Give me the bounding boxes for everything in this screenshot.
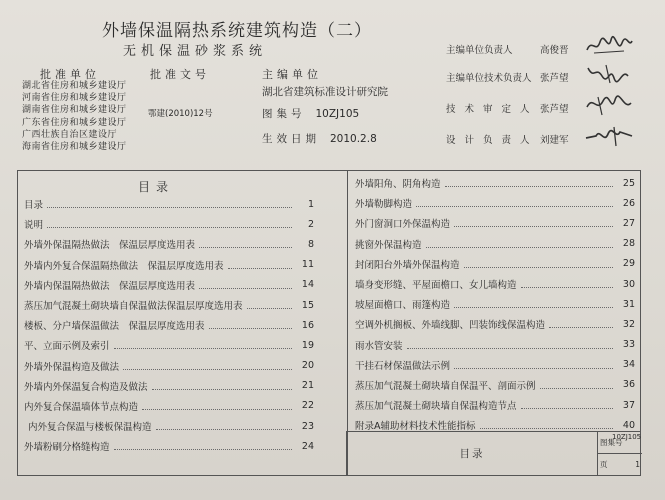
responsible-name: 张芦望 bbox=[540, 73, 569, 84]
atlas-number-value: 10ZJ105 bbox=[315, 108, 360, 120]
toc-entry-title: 蒸压加气混凝土砌块墙自保温构造节点 bbox=[355, 401, 517, 413]
toc-leader-dots bbox=[228, 267, 292, 269]
toc-entry[interactable] bbox=[24, 214, 314, 234]
toc-leader-dots bbox=[47, 206, 292, 208]
toc-entry-page: 26 bbox=[622, 197, 635, 209]
toc-entry-title: 蒸压加气混凝土砌块墙自保温做法保温层厚度选用表 bbox=[24, 301, 243, 313]
atlas-number-label: 图集号 bbox=[262, 108, 306, 120]
toc-entry[interactable] bbox=[24, 234, 314, 254]
toc-entry[interactable] bbox=[24, 396, 314, 416]
toc-entry-title: 雨水管安装 bbox=[355, 340, 403, 352]
toc-column-divider bbox=[347, 171, 348, 475]
toc-entry-page: 25 bbox=[622, 177, 635, 189]
toc-leader-dots bbox=[407, 347, 613, 349]
toc-entry-page: 11 bbox=[301, 259, 314, 271]
responsible-row bbox=[446, 128, 661, 148]
toc-entry-page: 1 bbox=[307, 198, 314, 210]
toc-leader-dots bbox=[209, 327, 292, 329]
toc-entry[interactable] bbox=[355, 294, 635, 314]
toc-leader-dots bbox=[445, 185, 613, 187]
toc-entry-page: 2 bbox=[307, 218, 314, 230]
chief-editor-heading: 主编单位 bbox=[262, 68, 322, 81]
toc-entry[interactable] bbox=[24, 436, 314, 456]
toc-entry-page: 31 bbox=[622, 298, 635, 310]
title-block-name: 目录 bbox=[459, 448, 485, 460]
toc-entry-page: 24 bbox=[301, 440, 314, 452]
toc-entry-title: 外墙内外复合保温隔热做法 保温层厚度选用表 bbox=[24, 260, 224, 272]
toc-entry[interactable] bbox=[355, 395, 635, 415]
approval-unit: 广东省住房和城乡建设厅 bbox=[22, 117, 127, 128]
toc-leader-dots bbox=[454, 367, 613, 369]
toc-entry-title: 外门窗洞口外保温构造 bbox=[355, 219, 451, 231]
toc-entry-title: 附录A辅助材料技术性能指标 bbox=[355, 421, 476, 433]
toc-entry-page: 32 bbox=[622, 318, 635, 330]
toc-entry-title: 干挂石材保温做法示例 bbox=[355, 360, 451, 372]
approval-unit: 河南省住房和城乡建设厅 bbox=[22, 93, 127, 104]
toc-leader-dots bbox=[521, 407, 613, 409]
approval-units-list bbox=[22, 80, 127, 153]
effective-date-row bbox=[262, 131, 377, 146]
toc-entry-page: 19 bbox=[301, 339, 314, 351]
toc-left-column bbox=[24, 194, 314, 456]
title-block-page-cell bbox=[598, 454, 642, 476]
main-title: 外墙保温隔热系统建筑构造（二） bbox=[102, 21, 372, 41]
toc-entry-page: 27 bbox=[622, 217, 635, 229]
toc-leader-dots bbox=[416, 205, 613, 207]
toc-entry[interactable] bbox=[24, 416, 314, 436]
toc-entry-title: 内外复合保温墙体节点构造 bbox=[24, 401, 139, 413]
toc-leader-dots bbox=[480, 427, 614, 429]
chief-editor-unit: 湖北省建筑标准设计研究院 bbox=[262, 86, 388, 98]
responsible-name: 高俊晋 bbox=[540, 45, 569, 56]
sub-title: 无机保温砂浆系统 bbox=[123, 44, 268, 59]
toc-entry-page: 28 bbox=[622, 238, 635, 250]
title-block bbox=[346, 431, 641, 476]
toc-entry-title: 外墙阳角、阴角构造 bbox=[355, 179, 441, 191]
toc-leader-dots bbox=[152, 388, 292, 390]
toc-entry-page: 16 bbox=[301, 319, 314, 331]
approval-unit: 广西壮族自治区建设厅 bbox=[22, 129, 118, 140]
toc-entry[interactable] bbox=[24, 356, 314, 376]
toc-entry-page: 34 bbox=[622, 359, 635, 371]
toc-entry[interactable] bbox=[355, 355, 635, 375]
toc-entry-page: 23 bbox=[301, 420, 314, 432]
toc-entry[interactable] bbox=[24, 255, 314, 275]
toc-entry-title: 封闭阳台外墙外保温构造 bbox=[355, 259, 460, 271]
title-block-atlas-label: 图集号 bbox=[600, 437, 623, 447]
toc-entry-page: 30 bbox=[622, 278, 635, 290]
toc-entry[interactable] bbox=[355, 213, 635, 233]
toc-entry-title: 说明 bbox=[24, 220, 44, 232]
toc-leader-dots bbox=[426, 246, 613, 248]
toc-entry[interactable] bbox=[24, 315, 314, 335]
toc-heading: 目录 bbox=[138, 180, 175, 194]
approval-unit: 湖北省住房和城乡建设厅 bbox=[22, 81, 127, 91]
toc-leader-dots bbox=[114, 347, 292, 349]
toc-entry-page: 40 bbox=[622, 419, 635, 431]
toc-entry-title: 外墙内外保温复合构造及做法 bbox=[24, 381, 148, 393]
toc-entry-title: 外墙粉刷分格缝构造 bbox=[24, 442, 110, 454]
toc-entry-title: 平、立面示例及索引 bbox=[24, 341, 110, 353]
approval-doc-number: 鄂建(2010)12号 bbox=[148, 109, 213, 119]
toc-leader-dots bbox=[521, 286, 613, 288]
toc-entry-title: 挑窗外保温构造 bbox=[355, 239, 422, 251]
toc-leader-dots bbox=[114, 448, 292, 450]
toc-entry[interactable] bbox=[355, 375, 635, 395]
approval-units-heading: 批准单位 bbox=[40, 68, 100, 81]
responsible-row bbox=[446, 38, 661, 58]
toc-entry[interactable] bbox=[24, 194, 314, 214]
toc-entry-title: 外墙外保温隔热做法 保温层厚度选用表 bbox=[24, 240, 196, 252]
toc-leader-dots bbox=[540, 387, 613, 389]
toc-entry-page: 36 bbox=[622, 379, 635, 391]
toc-entry[interactable] bbox=[24, 335, 314, 355]
title-block-page-label: 页 bbox=[600, 459, 608, 469]
toc-leader-dots bbox=[156, 428, 292, 430]
toc-leader-dots bbox=[142, 408, 292, 410]
toc-leader-dots bbox=[454, 225, 613, 227]
toc-entry[interactable] bbox=[24, 295, 314, 315]
title-block-atlas-number: 10ZJ105 bbox=[612, 433, 642, 441]
toc-leader-dots bbox=[199, 246, 292, 248]
toc-leader-dots bbox=[549, 326, 613, 328]
toc-entry-page: 33 bbox=[622, 339, 635, 351]
toc-entry[interactable] bbox=[355, 274, 635, 294]
signature-image bbox=[584, 124, 634, 148]
signature-image bbox=[584, 34, 634, 58]
responsible-row bbox=[446, 97, 661, 117]
responsible-row bbox=[446, 66, 661, 86]
toc-leader-dots bbox=[247, 307, 292, 309]
toc-leader-dots bbox=[47, 226, 292, 228]
toc-entry-page: 37 bbox=[622, 399, 635, 411]
toc-entry[interactable] bbox=[355, 314, 635, 334]
effective-date-value: 2010.2.8 bbox=[330, 133, 377, 145]
toc-entry-title: 坡屋面檐口、雨篷构造 bbox=[355, 300, 451, 312]
toc-leader-dots bbox=[123, 368, 292, 370]
toc-entry-page: 22 bbox=[301, 400, 314, 412]
toc-entry-title: 内外复合保温与楼板保温构造 bbox=[28, 422, 152, 434]
toc-entry-page: 21 bbox=[301, 380, 314, 392]
toc-right-column bbox=[355, 173, 635, 435]
toc-entry[interactable] bbox=[24, 275, 314, 295]
responsible-role: 技术审定人 bbox=[446, 104, 539, 115]
responsible-name: 张芦望 bbox=[540, 104, 569, 115]
toc-entry-title: 墙身变形缝、平屋面檐口、女儿墙构造 bbox=[355, 280, 517, 292]
toc-entry-title: 楼板、分户墙保温做法 保温层厚度选用表 bbox=[24, 321, 205, 333]
toc-entry-title: 蒸压加气混凝土砌块墙自保温平、剖面示例 bbox=[355, 380, 536, 392]
toc-entry-page: 29 bbox=[622, 258, 635, 270]
responsible-role: 主编单位技术负责人 bbox=[446, 73, 532, 84]
toc-entry[interactable] bbox=[355, 193, 635, 213]
toc-entry-title: 目录 bbox=[24, 200, 44, 212]
approval-unit: 湖南省住房和城乡建设厅 bbox=[22, 105, 127, 116]
toc-entry-page: 15 bbox=[301, 299, 314, 311]
toc-entry-page: 20 bbox=[301, 360, 314, 372]
responsible-name: 刘建军 bbox=[540, 135, 569, 146]
toc-entry-title: 外墙勒脚构造 bbox=[355, 199, 413, 211]
approval-doc-heading: 批准文号 bbox=[150, 68, 210, 81]
responsible-role: 主编单位负责人 bbox=[446, 45, 513, 56]
toc-leader-dots bbox=[199, 287, 292, 289]
toc-entry-title: 外墙外保温构造及做法 bbox=[24, 361, 120, 373]
toc-entry-page: 8 bbox=[307, 238, 314, 250]
toc-entry-page: 14 bbox=[301, 279, 314, 291]
title-block-page-number: 1 bbox=[635, 459, 640, 469]
signature-image bbox=[584, 62, 634, 86]
toc-entry[interactable] bbox=[355, 254, 635, 274]
signature-image bbox=[584, 93, 634, 117]
toc-entry-title: 空调外机搁板、外墙线脚、凹装饰线保温构造 bbox=[355, 320, 546, 332]
toc-leader-dots bbox=[464, 266, 613, 268]
responsible-role: 设计负责人 bbox=[446, 135, 539, 146]
effective-date-label: 生效日期 bbox=[262, 133, 320, 145]
atlas-number-row bbox=[262, 106, 359, 121]
approval-unit: 海南省住房和城乡建设厅 bbox=[22, 142, 127, 153]
toc-entry[interactable] bbox=[24, 376, 314, 396]
toc-entry[interactable] bbox=[355, 173, 635, 193]
toc-entry-title: 外墙内保温隔热做法 保温层厚度选用表 bbox=[24, 280, 196, 292]
toc-entry[interactable] bbox=[355, 234, 635, 254]
toc-entry[interactable] bbox=[355, 335, 635, 355]
toc-leader-dots bbox=[454, 306, 613, 308]
